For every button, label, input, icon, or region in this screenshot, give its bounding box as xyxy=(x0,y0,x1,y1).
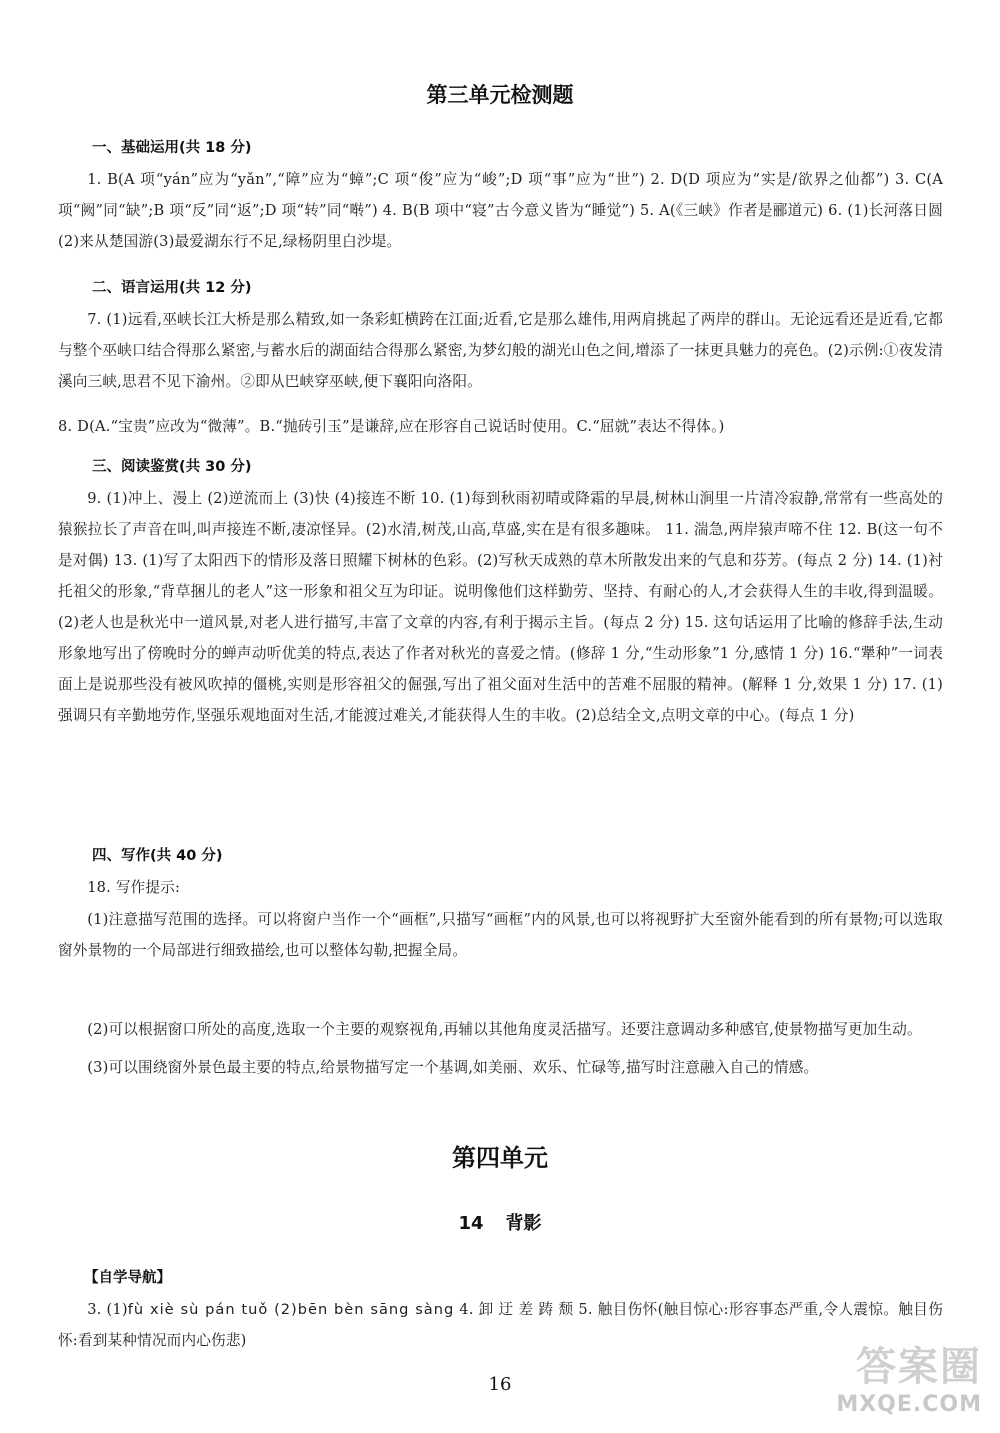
pinyin-answers: fù xiè sù pán tuǒ (2)bēn bèn sāng sàng xyxy=(127,1301,455,1318)
lesson-number: 14 xyxy=(458,1213,484,1234)
section1-heading: 一、基础运用(共 18 分) xyxy=(92,140,252,156)
lesson-name: 背影 xyxy=(505,1213,542,1234)
watermark-logo xyxy=(782,1335,982,1417)
writing-tip-1: (1)注意描写范围的选择。可以将窗户当作一个“画框”,只描写“画框”内的风景,也可以将视野扩大至窗外能看到的所有景物;可以选取窗外景物的一个局部进行细致描绘,也可以整体勾勒,把握全局。 xyxy=(58,911,943,959)
section2-answer-8: 8. D(A.“宝贵”应改为“微薄”。B.“抛砖引玉”是谦辞,应在形容自己说话时使用。C.“屈就”表达不得体。) xyxy=(58,418,725,435)
writing-tip-2: (2)可以根据窗口所处的高度,选取一个主要的观察视角,再辅以其他角度灵活描写。还要注意调动多种感官,使景物描写更加生动。 xyxy=(87,1021,922,1038)
unit4-title: 第四单元 xyxy=(452,1144,548,1172)
section3-heading: 三、阅读鉴赏(共 30 分) xyxy=(92,459,252,475)
guide-text: 4. 卸 迂 差 踌 颓 5. 触目伤怀(触目惊心:形容事态严重,令人震惊。触目伤怀:看到某种情况而内心伤悲) xyxy=(58,1301,943,1349)
self-study-heading: 【自学导航】 xyxy=(84,1270,171,1286)
section3-answers: 9. (1)冲上、漫上 (2)逆流而上 (3)快 (4)接连不断 10. (1)每到秋雨初晴或降霜的早晨,树林山涧里一片清冷寂静,常常有一些高处的猿猴拉长了声音在叫,叫声接连不断,凄凉怪异。(2)水清,树茂,山高,草盛,实在是有很多趣味。 11. 湍急,两岸猿声啼不住 12. B(这一句不是对偶) 13. (1)写了太阳西下的情形及落日照耀下树林的色彩。(2)写秋天成熟的草木所散发出来的气息和芬芳。(每点 2 分) 14. (1)衬托祖父的形象,“背草捆儿的老人”这一形象和祖父互为印证。说明像他们这样勤劳、坚持、有耐心的人,才会获得人生的丰收,得到温暖。(2)老人也是秋光中一道风景,对老人进行描写,丰富了文章的内容,有利于揭示主旨。(每点 2 分) 15. 这句话运用了比喻的修辞手法,生动形象地写出了傍晚时分的蝉声动听优美的特点,表达了作者对秋光的喜爱之情。(修辞 1 分,“生动形象”1 分,感情 1 分) 16.“犟种”一词表面上是说那些没有被风吹掉的僵桃,实则是形容祖父的倔强,写出了祖父面对生活中的苦难不屈服的精神。(解释 1 分,效果 1 分) 17. (1)强调只有辛勤地劳作,坚强乐观地面对生活,才能渡过难关,才能获得人生的丰收。(2)总结全文,点明文章的中心。(每点 1 分) xyxy=(58,490,943,724)
lesson-title xyxy=(0,1209,1000,1235)
section1-answers: 1. B(A 项“yán”应为“yǎn”,“障”应为“蟑”;C 项“俊”应为“峻”;D 项“事”应为“世”) 2. D(D 项应为“实是/欲界之仙都”) 3. C(A 项“阙”同“缺”;B 项“反”同“返”;D 项“转”同“啭”) 4. B(B 项中“寝”古今意义皆为“睡觉”) 5. A(《三峡》作者是郦道元) 6. (1)长河落日圆(2)来从楚国游(3)最爱湖东行不足,绿杨阴里白沙堤。 xyxy=(58,171,943,250)
section4-heading: 四、写作(共 40 分) xyxy=(92,848,223,864)
writing-tip-3: (3)可以围绕窗外景色最主要的特点,给景物描写定一个基调,如美丽、欢乐、忙碌等,描写时注意融入自己的情感。 xyxy=(87,1059,819,1076)
section2-heading: 二、语言运用(共 12 分) xyxy=(92,280,252,296)
guide-prefix: 3. (1) xyxy=(87,1301,128,1318)
watermark-top: 答案圈 xyxy=(856,1344,982,1390)
watermark-bottom: MXQE.COM xyxy=(836,1392,982,1417)
page-number: 16 xyxy=(488,1374,512,1395)
writing-tips-label: 18. 写作提示: xyxy=(87,879,181,896)
section2-answer-7: 7. (1)远看,巫峡长江大桥是那么精致,如一条彩虹横跨在江面;近看,它是那么雄伟,用两肩挑起了两岸的群山。无论远看还是近看,它都与整个巫峡口结合得那么紧密,与蓄水后的湖面结合得那么紧密,为梦幻般的湖光山色之间,增添了一抹更具魅力的亮色。(2)示例:①夜发清溪向三峡,思君不见下渝州。②即从巴峡穿巫峡,便下襄阳向洛阳。 xyxy=(58,311,943,390)
unit3-title: 第三单元检测题 xyxy=(426,83,574,107)
